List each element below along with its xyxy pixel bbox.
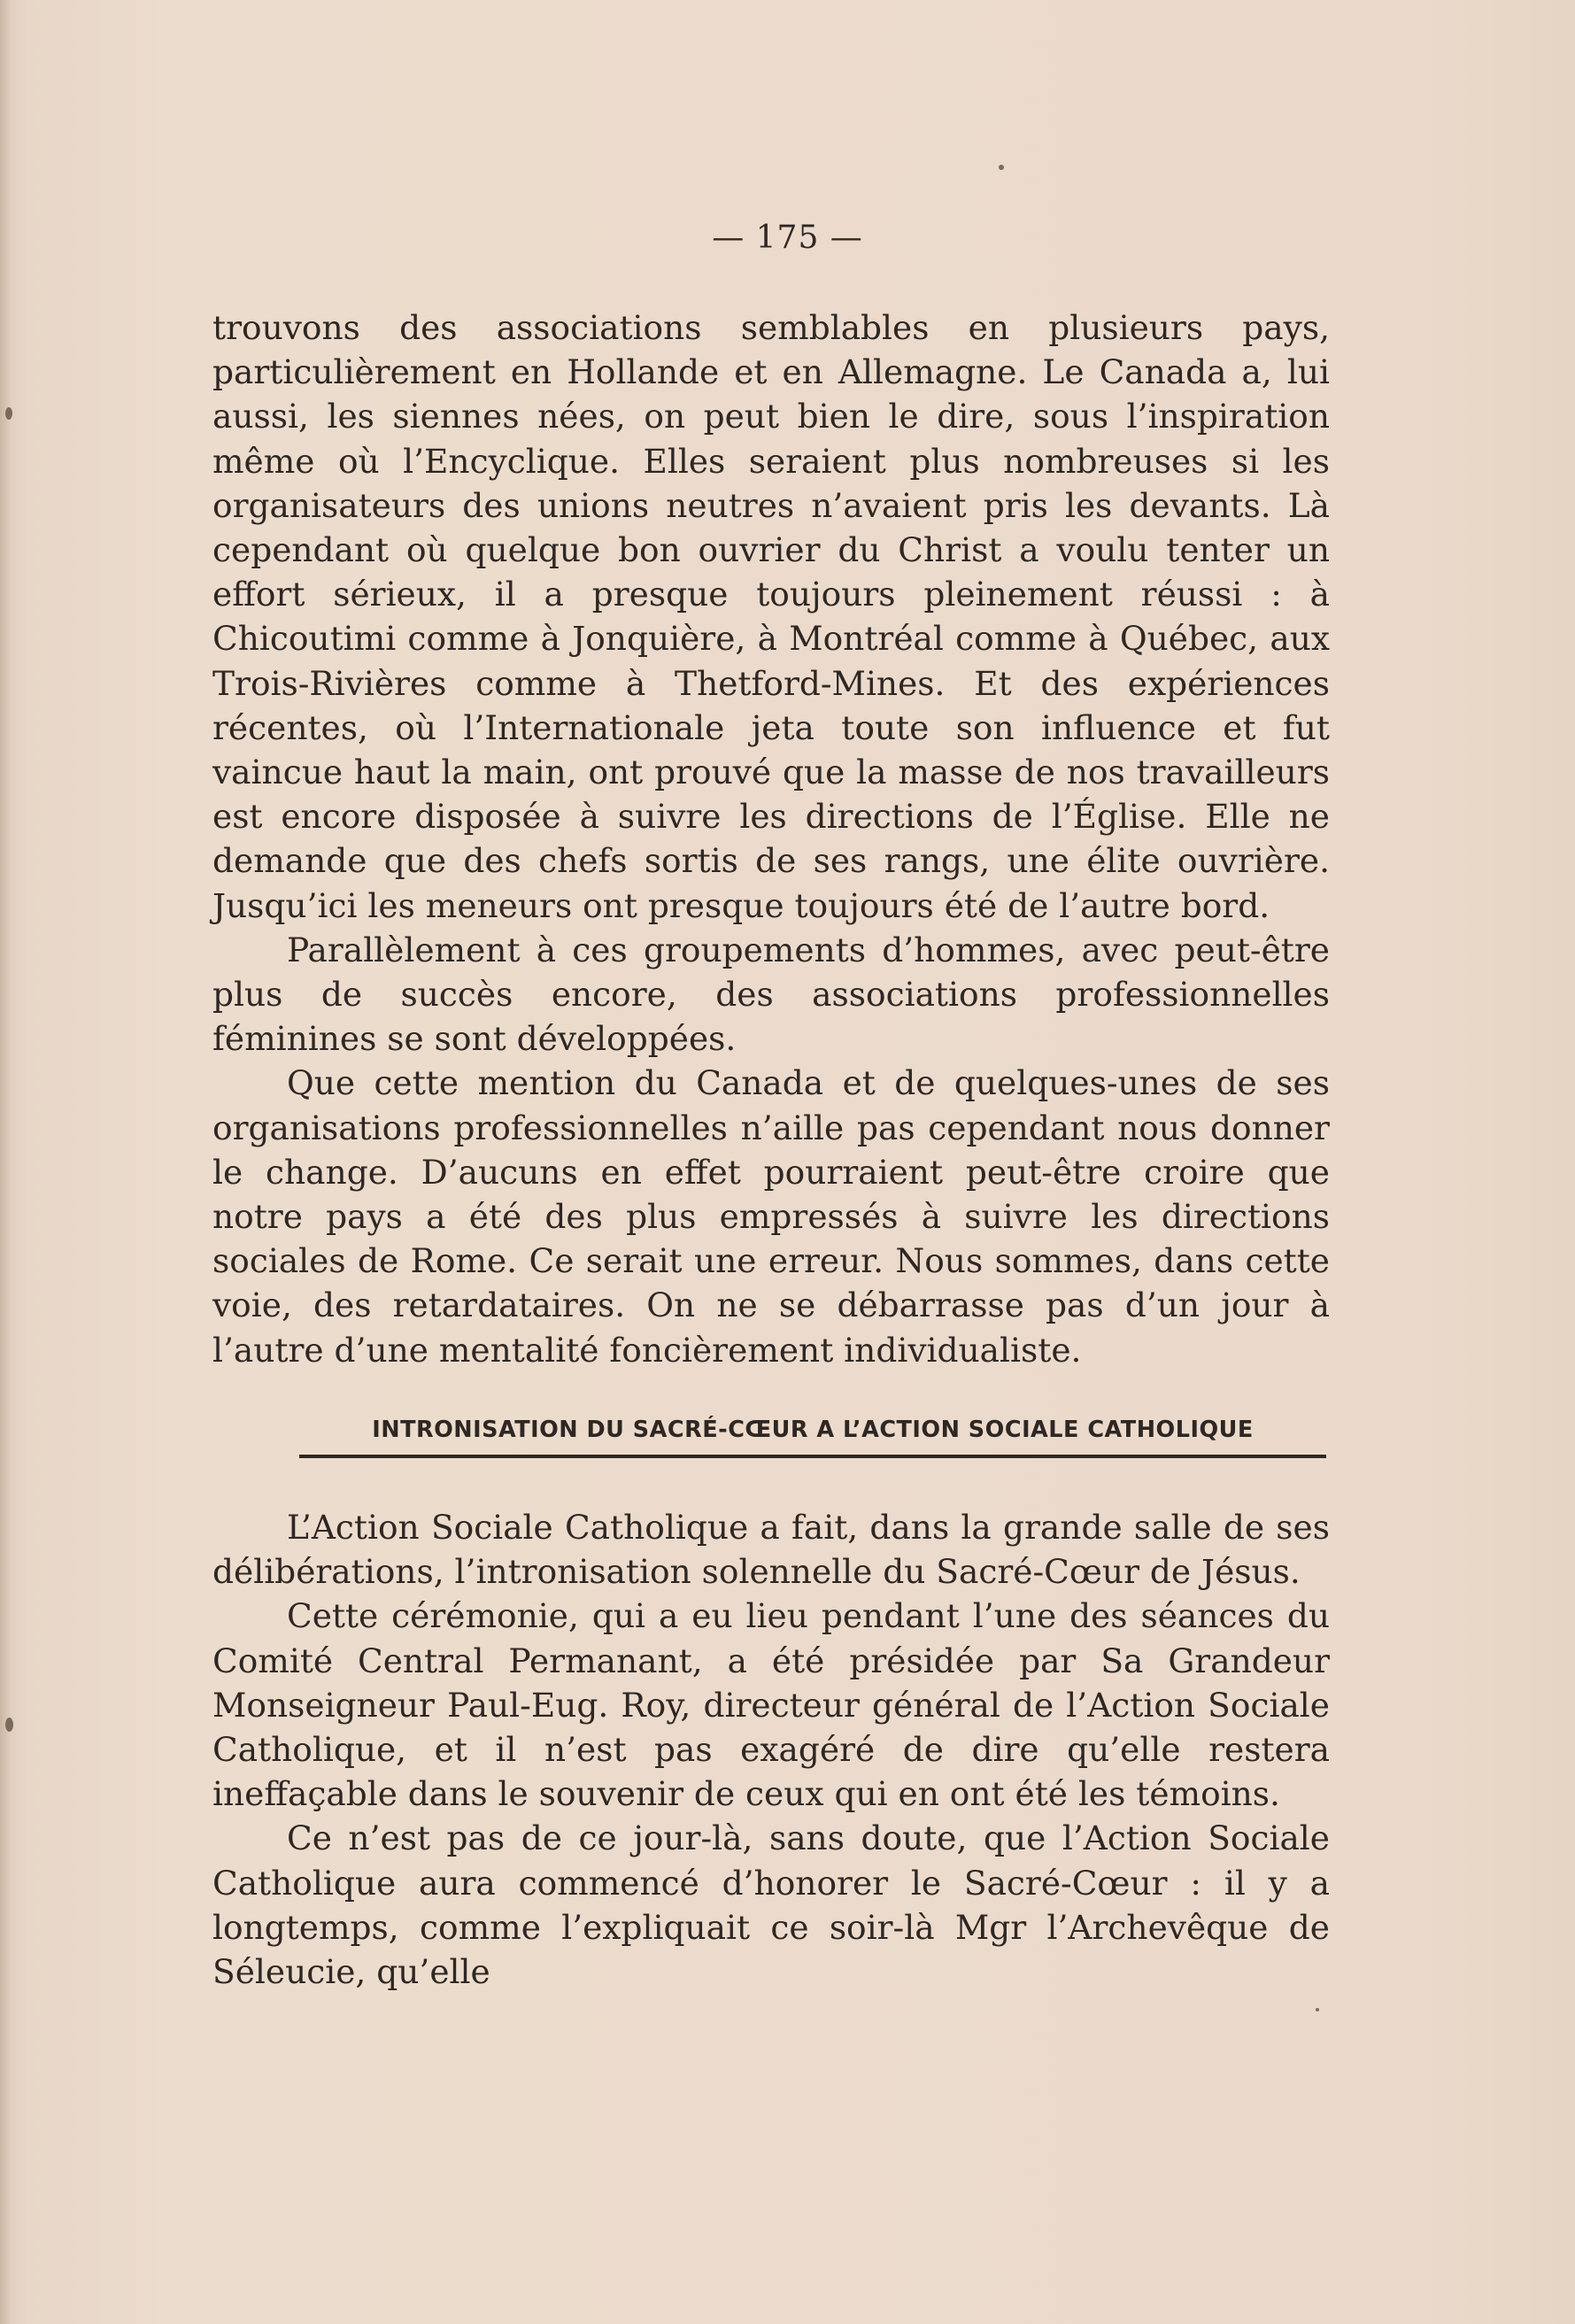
heading-underline (299, 1455, 1326, 1458)
paper-speck (1316, 2008, 1319, 2011)
page-number: — 175 — (712, 220, 863, 256)
paragraph: L’Action Sociale Catholique a fait, dans la grande salle de ses délibérations, l’intronisation solennelle du Sacré-Cœur de Jésus. (212, 1508, 1330, 1592)
paragraph: Ce n’est pas de ce jour-là, sans doute, que l’Action Sociale Catholique aura commencé d’honorer le Sacré-Cœur : il y a longtemps, comme l’expliquait ce soir-là Mgr l’Archevêque de Séleucie, qu’elle (212, 1818, 1330, 1992)
body-text-section-one (212, 305, 1330, 1372)
body-text-section-two (212, 1505, 1330, 1994)
paragraph: trouvons des associations semblables en plusieurs pays, particulièrement en Hollande et en Allemagne. Le Canada a, lui aussi, les siennes nées, on peut bien le dire, sous l’inspiration même où l’Encyclique. Elles seraient plus nombreuses si les organisateurs des unions neutres n’avaient pris les devants. Là cependant où quelque bon ouvrier du Christ a voulu tenter un effort sérieux, il a presque toujours pleinement réussi : à Chicoutimi comme à Jonquière, à Montréal comme à Québec, aux Trois-Rivières comme à Thetford-Mines. Et des expériences récentes, où l’Internationale jeta toute son influence et fut vaincue haut la main, ont prouvé que la masse de nos travailleurs est encore disposée à suivre les directions de l’Église. Elle ne demande que des chefs sortis de ses rangs, une élite ouvrière. Jusqu’ici les meneurs ont presque toujours été de l’autre bord. (212, 308, 1330, 925)
page-binding-edge (0, 0, 12, 2324)
paragraph: Cette cérémonie, qui a eu lieu pendant l’une des séances du Comité Central Permanant, a été présidée par Sa Grandeur Monseigneur Paul-Eug. Roy, directeur général de l’Action Sociale Catholique, et il n’est pas exagéré de dire qu’elle restera ineffaçable dans le souvenir de ceux qui en ont été les témoins. (212, 1596, 1330, 1814)
paragraph: Que cette mention du Canada et de quelques-unes de ses organisations professionnelles n’aille pas cependant nous donner le change. D’aucuns en effet pourraient peut-être croire que notre pays a été des plus empressés à suivre les directions sociales de Rome. Ce serait une erreur. Nous sommes, dans cette voie, des retardataires. On ne se débarrasse pas d’un jour à l’autre d’une mentalité foncièrement individualiste. (212, 1063, 1330, 1370)
paragraph: Parallèlement à ces groupements d’hommes, avec peut-être plus de succès encore, des associations professionnelles féminines se sont développées. (212, 930, 1330, 1059)
section-heading: INTRONISATION DU SACRÉ-CŒUR A L’ACTION SOCIALE CATHOLIQUE (372, 1417, 1254, 1443)
paper-speck (5, 407, 12, 420)
paper-speck (999, 165, 1004, 170)
paper-speck (5, 1718, 13, 1732)
